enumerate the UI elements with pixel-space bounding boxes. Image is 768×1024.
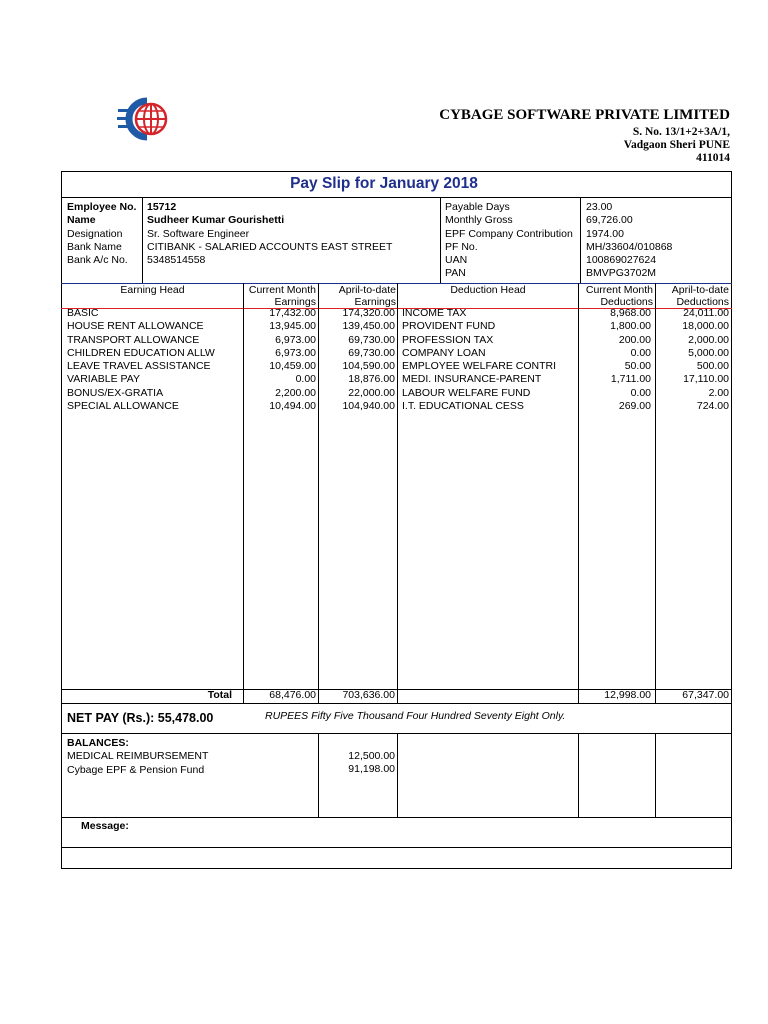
earning-head: HOUSE RENT ALLOWANCE <box>67 320 204 333</box>
monthly-gross-value: 69,726.00 <box>586 214 633 227</box>
pf-no-value: MH/33604/010868 <box>586 240 673 253</box>
earning-ytd-value: 139,450.00 <box>342 320 395 333</box>
earning-ytd-value: 22,000.00 <box>348 386 395 399</box>
deduction-head: I.T. EDUCATIONAL CESS <box>402 400 524 413</box>
deduction-ytd-value: 17,110.00 <box>683 373 729 386</box>
deduction-ytd-value: 24,011.00 <box>683 307 729 319</box>
deduction-current-column <box>579 307 651 413</box>
divider <box>61 197 732 198</box>
earning-head: BASIC <box>67 307 99 319</box>
deduction-current-value: 269.00 <box>618 400 651 413</box>
earning-head: LEAVE TRAVEL ASSISTANCE <box>67 360 211 373</box>
deduction-current-value: 200.00 <box>618 333 651 346</box>
ded-current-header-1: Current Month <box>585 284 653 296</box>
divider <box>655 733 656 817</box>
divider <box>61 847 732 848</box>
employee-right-labels <box>445 201 573 281</box>
message-label: Message: <box>81 820 129 832</box>
earning-current-value: 10,494.00 <box>269 400 316 413</box>
earning-ytd-value: 18,876.00 <box>348 373 395 386</box>
earning-current-value: 6,973.00 <box>275 333 316 346</box>
earning-current-column <box>244 307 316 413</box>
deduction-ytd-column <box>656 307 729 413</box>
total-ded-current: 12,998.00 <box>604 689 651 701</box>
deduction-current-value: 8,968.00 <box>610 307 651 319</box>
earning-current-value: 0.00 <box>295 373 316 386</box>
earning-current-value: 13,945.00 <box>269 320 316 333</box>
earning-head: CHILDREN EDUCATION ALLW <box>67 346 215 359</box>
total-earn-ytd: 703,636.00 <box>342 689 395 701</box>
designation-label: Designation <box>67 227 123 240</box>
deduction-ytd-value: 5,000.00 <box>688 346 729 359</box>
deduction-heads-column <box>402 307 556 413</box>
company-address-line-2: Vadgaon Sheri PUNE <box>623 139 730 151</box>
ded-current-header-2: Deductions <box>600 296 653 308</box>
payable-days-value: 23.00 <box>586 201 613 213</box>
uan-value: 100869027624 <box>586 254 657 267</box>
earning-heads-column <box>67 307 215 413</box>
designation-value: Sr. Software Engineer <box>147 227 250 240</box>
earn-ytd-header-1: April-to-date <box>338 284 396 296</box>
company-address-line-1: S. No. 13/1+2+3A/1, <box>632 126 730 138</box>
divider <box>61 703 732 704</box>
payslip-title: Pay Slip for January 2018 <box>290 175 478 192</box>
deduction-head: LABOUR WELFARE FUND <box>402 386 531 399</box>
bank-name-value: CITIBANK - SALARIED ACCOUNTS EAST STREET <box>147 240 393 253</box>
divider <box>142 197 143 283</box>
earn-ytd-header-2: Earnings <box>354 296 396 308</box>
earning-ytd-value: 174,320.00 <box>342 307 395 319</box>
divider <box>578 733 579 817</box>
earning-ytd-value: 69,730.00 <box>348 346 395 359</box>
employee-right-values <box>586 201 672 281</box>
earning-head: SPECIAL ALLOWANCE <box>67 400 179 413</box>
divider <box>440 197 441 283</box>
deduction-head: PROVIDENT FUND <box>402 320 496 333</box>
earn-current-header-2: Earnings <box>274 296 316 308</box>
balance-item: MEDICAL REIMBURSEMENT <box>67 750 209 763</box>
monthly-gross-label: Monthly Gross <box>445 214 513 227</box>
employee-left-values <box>147 201 392 267</box>
net-pay-words: RUPEES Fifty Five Thousand Four Hundred Seventy Eight Only. <box>265 710 566 722</box>
deduction-head: INCOME TAX <box>402 307 467 319</box>
deduction-ytd-value: 2,000.00 <box>688 333 729 346</box>
balance-value: 91,198.00 <box>348 763 395 776</box>
divider <box>397 733 398 817</box>
epf-contribution-value: 1974.00 <box>586 227 624 240</box>
deduction-current-value: 0.00 <box>630 386 651 399</box>
net-pay: NET PAY (Rs.): 55,478.00 <box>67 711 214 725</box>
deduction-current-value: 1,711.00 <box>610 373 651 386</box>
earning-head: VARIABLE PAY <box>67 373 140 386</box>
earning-current-value: 17,432.00 <box>269 307 316 319</box>
total-earn-current: 68,476.00 <box>269 689 316 701</box>
name-label: Name <box>67 214 96 227</box>
uan-label: UAN <box>445 254 468 267</box>
earning-head: BONUS/EX-GRATIA <box>67 386 164 399</box>
earning-ytd-value: 69,730.00 <box>348 333 395 346</box>
balances-title: BALANCES: <box>67 737 129 749</box>
balance-item: Cybage EPF & Pension Fund <box>67 763 205 776</box>
ded-ytd-header-2: Deductions <box>676 296 729 308</box>
deduction-current-value: 1,800.00 <box>610 320 651 333</box>
name-value: Sudheer Kumar Gourishetti <box>147 214 285 227</box>
deduction-current-value: 50.00 <box>624 360 651 373</box>
pan-value: BMVPG3702M <box>586 267 657 280</box>
company-name: CYBAGE SOFTWARE PRIVATE LIMITED <box>439 107 730 123</box>
deduction-current-value: 0.00 <box>630 346 651 359</box>
bank-account-value: 5348514558 <box>147 254 206 267</box>
employee-no-value: 15712 <box>147 201 177 213</box>
deduction-head: MEDI. INSURANCE-PARENT <box>402 373 542 386</box>
deduction-ytd-value: 2.00 <box>708 386 729 399</box>
company-address-line-3: 411014 <box>696 152 730 164</box>
balance-value: 12,500.00 <box>348 750 395 762</box>
earning-ytd-column <box>319 307 395 413</box>
total-label: Total <box>207 689 232 701</box>
earn-current-header-1: Current Month <box>248 284 316 296</box>
deduction-head: COMPANY LOAN <box>402 346 486 359</box>
pf-no-label: PF No. <box>445 240 478 253</box>
deduction-head-header: Deduction Head <box>450 284 526 296</box>
epf-contribution-label: EPF Company Contribution <box>445 227 573 240</box>
earning-head: TRANSPORT ALLOWANCE <box>67 333 200 346</box>
balances-values <box>319 750 395 777</box>
ded-ytd-header-1: April-to-date <box>671 284 729 296</box>
pan-label: PAN <box>445 267 466 280</box>
divider <box>580 197 581 283</box>
payable-days-label: Payable Days <box>445 201 510 213</box>
divider <box>61 817 732 818</box>
earning-current-value: 10,459.00 <box>269 360 316 373</box>
deduction-head: PROFESSION TAX <box>402 333 494 346</box>
earning-current-value: 2,200.00 <box>275 386 316 399</box>
bank-account-label: Bank A/c No. <box>67 254 128 267</box>
deduction-ytd-value: 18,000.00 <box>682 320 729 333</box>
earning-ytd-value: 104,590.00 <box>342 360 395 373</box>
employee-left-labels <box>67 201 136 267</box>
earning-current-value: 6,973.00 <box>275 346 316 359</box>
total-ded-ytd: 67,347.00 <box>682 689 729 701</box>
deduction-ytd-value: 724.00 <box>696 400 729 413</box>
bank-name-label: Bank Name <box>67 240 122 253</box>
earning-head-header: Earning Head <box>120 284 185 296</box>
earning-ytd-value: 104,940.00 <box>342 400 395 413</box>
divider <box>397 283 398 703</box>
balances-labels <box>67 737 208 777</box>
deduction-ytd-value: 500.00 <box>696 360 729 373</box>
deduction-head: EMPLOYEE WELFARE CONTRI <box>402 360 557 373</box>
company-logo <box>117 97 171 141</box>
employee-no-label: Employee No. <box>67 201 137 213</box>
